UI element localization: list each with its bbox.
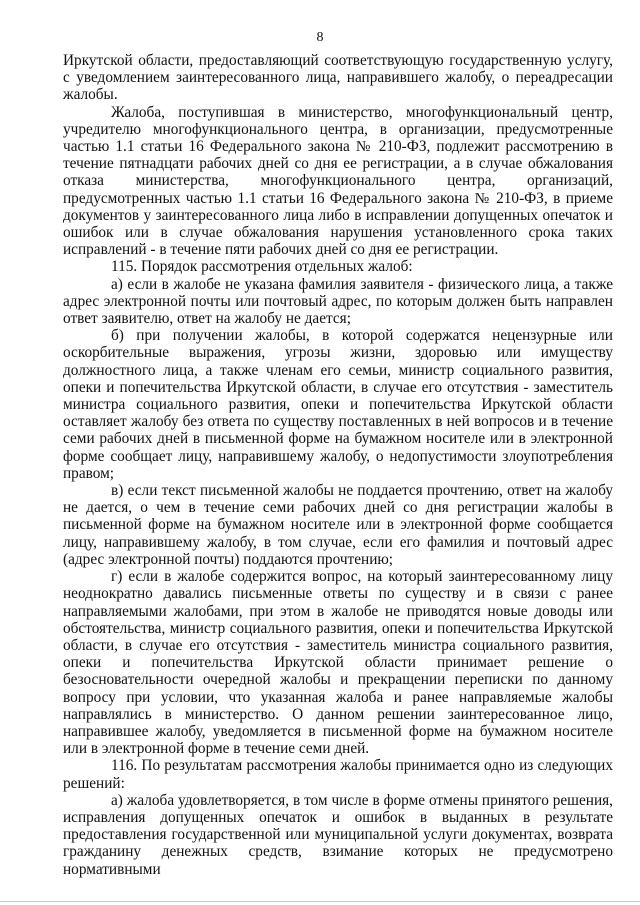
page-number: 8 [316,30,324,45]
scan-edge-divider [0,901,640,902]
paragraph-115-a: а) если в жалобе не указана фамилия заявителя - физического лица, а также адрес электронной почты или почтовый адрес, по которым должен быть направлен ответ заявителю, ответ на жалобу не дается; [63,275,613,328]
paragraph-continuation: Иркутской области, предоставляющий соответствующую государственную услугу, с уведомлением заинтересованного лица, направившего жалобу, о переадресации жалобы. [63,52,613,104]
document-body [63,52,613,878]
paragraph-115-b: б) при получении жалобы, в которой содержатся нецензурные или оскорбительные выражения, угрозы жизни, здоровью или имуществу должностного лица, а также членам его семьи, министр социального развития, опеки и попечительства Иркутской области, в случае его отсутствия - заместитель министра социального развития, опеки и попечительства Иркутской области оставляет жалобу без ответа по существу поставленных в ней вопросов и в течение семи рабочих дней в письменной форме на бумажном носителе или в электронной форме сообщает лицу, направившему жалобу, о недопустимости злоупотребления правом; [63,327,613,482]
paragraph-116-a: а) жалоба удовлетворяется, в том числе в форме отмены принятого решения, исправления допущенных опечаток и ошибок в выданных в результате предоставления государственной или муниципальной услуги документах, возврата гражданину денежных средств, взимание которых не предусмотрено нормативными [63,791,613,878]
paragraph-complaint-review-period: Жалоба, поступившая в министерство, многофункциональный центр, учредителю многофункционального центра, в организации, предусмотренные частью 1.1 статьи 16 Федерального закона № 210-ФЗ, подлежит рассмотрению в течение пятнадцати рабочих дней со дня ее регистрации, а в случае обжалования отказа министерства, многофункционального центра, организаций, предусмотренных частью 1.1 статьи 16 Федерального закона № 210-ФЗ, в приеме документов у заинтересованного лица либо в исправлении допущенных опечаток и ошибок или в случае обжалования нарушения установленного срока таких исправлений - в течение пяти рабочих дней со дня ее регистрации. [63,103,613,259]
paragraph-115-heading: 115. Порядок рассмотрения отдельных жалоб: [111,258,413,276]
paragraph-115-v: в) если текст письменной жалобы не поддается прочтению, ответ на жалобу не дается, о чем в течение семи рабочих дней со дня регистрации жалобы в письменной форме на бумажном носителе или в электронной форме сообщается лицу, направившему жалобу, в том случае, если его фамилия и почтовый адрес (адрес электронной почты) поддаются прочтению; [63,482,613,568]
paragraph-116-heading: 116. По результатам рассмотрения жалобы принимается одно из следующих решений: [63,757,613,792]
paragraph-115-g: г) если в жалобе содержится вопрос, на который заинтересованному лицу неоднократно давались письменные ответы по существу и в связи с ранее направляемыми жалобами, при этом в жалобе не приводятся новые доводы или обстоятельства, министр социального развития, опеки и попечительства Иркутской области, в случае его отсутствия - заместитель министра социального развития, опеки и попечительства Иркутской области принимает решение о безосновательности очередной жалобы и прекращении переписки по данному вопросу при условии, что указанная жалоба и ранее направляемые жалобы направлялись в министерство. О данном решении заинтересованное лицо, направившее жалобу, уведомляется в письменной форме на бумажном носителе или в электронной форме в течение семи дней. [63,568,613,758]
